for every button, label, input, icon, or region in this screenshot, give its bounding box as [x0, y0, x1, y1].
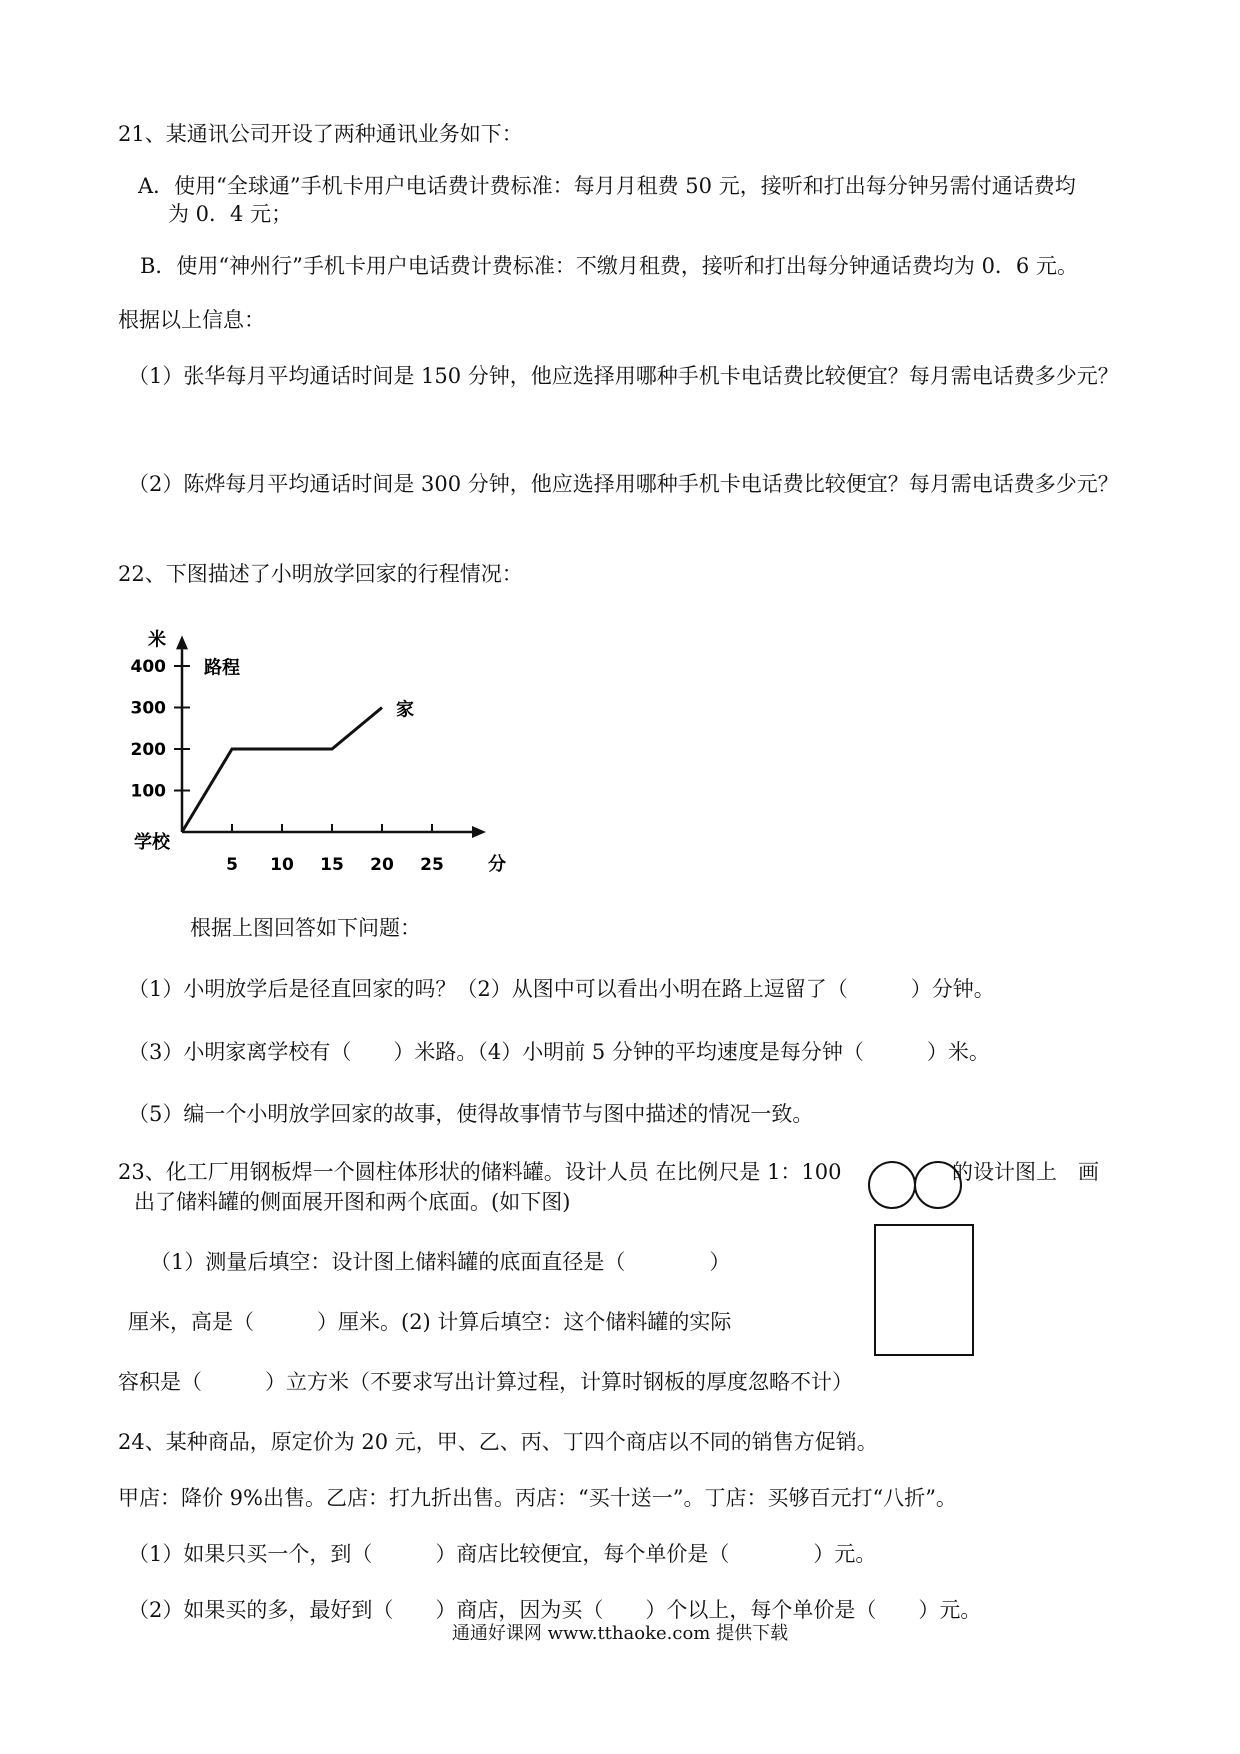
x-tick-label: 10 — [270, 855, 294, 875]
q23-line1: 23、化工厂用钢板焊一个圆柱体形状的储料罐。设计人员 在比例尺是 1：100 — [118, 1160, 842, 1184]
q21-title: 21、某通讯公司开设了两种通讯业务如下： — [118, 122, 523, 146]
y-tick-label: 200 — [130, 740, 166, 760]
y-axis-title: 路程 — [204, 657, 240, 679]
q22-sub1: （1）小明放学后是径直回家的吗？（2）从图中可以看出小明在路上逗留了（ ）分钟。 — [128, 977, 995, 1001]
y-tick-label: 300 — [130, 698, 166, 719]
q23-sub3: 容积是（ ）立方米（不要求写出计算过程，计算时钢板的厚度忽略不计） — [118, 1370, 853, 1394]
tank-side-rectangle — [875, 1225, 973, 1355]
x-tick-label: 20 — [370, 855, 394, 875]
x-tick-label: 5 — [226, 855, 238, 875]
q24-title: 24、某种商品，原定价为 20 元，甲、乙、丙、丁四个商店以不同的销售方促销。 — [118, 1430, 878, 1454]
x-axis-arrow — [472, 826, 486, 838]
q22-sub5: （5）编一个小明放学回家的故事，使得故事情节与图中描述的情况一致。 — [128, 1102, 814, 1126]
q24-shops: 甲店：降价 9%出售。乙店：打九折出售。丙店：“买十送一”。丁店：买够百元打“八折”。 — [118, 1486, 957, 1510]
q23-line2: 出了储料罐的侧面展开图和两个底面。(如下图) — [134, 1190, 571, 1214]
y-tick-label: 100 — [130, 781, 166, 802]
q23-sub2: 厘米，高是（ ）厘米。(2) 计算后填空：这个储料罐的实际 — [128, 1310, 732, 1334]
q23-sub1: （1）测量后填空：设计图上储料罐的底面直径是（ ） — [150, 1250, 731, 1274]
tank-design-drawing — [862, 1160, 982, 1360]
q24-sub2: （2）如果买的多，最好到（ ）商店，因为买（ ）个以上，每个单价是（ ）元。 — [128, 1598, 982, 1622]
q21-option-a-line1: A．使用“全球通”手机卡用户电话费计费标准：每月月租费 50 元，接听和打出每分钟另需付通话费均 — [138, 174, 1076, 198]
route-line — [182, 708, 382, 833]
tank-base-circle-right — [915, 1162, 961, 1208]
q22-title: 22、下图描述了小明放学回家的行程情况： — [118, 562, 523, 586]
chart-series — [182, 708, 382, 833]
y-tick-label: 400 — [130, 657, 166, 677]
q22-sub3: （3）小明家离学校有（ ）米路。（4）小明前 5 分钟的平均速度是每分钟（ ）米。 — [128, 1040, 990, 1064]
q22-lead: 根据上图回答如下问题： — [190, 916, 421, 940]
tank-base-circle-left — [869, 1162, 915, 1208]
q21-sub2: （2）陈烨每月平均通话时间是 300 分钟，他应选择用哪种手机卡电话费比较便宜？每月需电话费多少元？ — [128, 472, 1119, 496]
q24-sub1: （1）如果只买一个，到（ ）商店比较便宜，每个单价是（ ）元。 — [128, 1542, 877, 1566]
y-axis-arrow — [176, 635, 188, 649]
footer-source: 通通好课网 www.tthaoke.com 提供下载 — [451, 1623, 789, 1644]
x-tick-label: 25 — [420, 855, 444, 875]
q21-basis: 根据以上信息： — [118, 308, 265, 332]
q21-option-a-line2: 为 0．4 元； — [168, 202, 293, 226]
q21-option-b: B．使用“神州行”手机卡用户电话费计费标准：不缴月租费，接听和打出每分钟通话费均为 0．6 元。 — [140, 254, 1078, 278]
distance-time-chart — [120, 620, 506, 880]
x-unit-label: 分 — [488, 854, 506, 875]
origin-label: 学校 — [134, 832, 170, 853]
q21-sub1: （1）张华每月平均通话时间是 150 分钟，他应选择用哪种手机卡电话费比较便宜？每月需电话费多少元？ — [128, 364, 1119, 388]
end-label-home: 家 — [396, 699, 414, 721]
q23-line1-end: 的设计图上 画 — [952, 1160, 1099, 1184]
x-tick-label: 15 — [320, 855, 344, 875]
chart-ticks — [131, 657, 444, 875]
y-unit-label: 米 — [148, 629, 166, 651]
